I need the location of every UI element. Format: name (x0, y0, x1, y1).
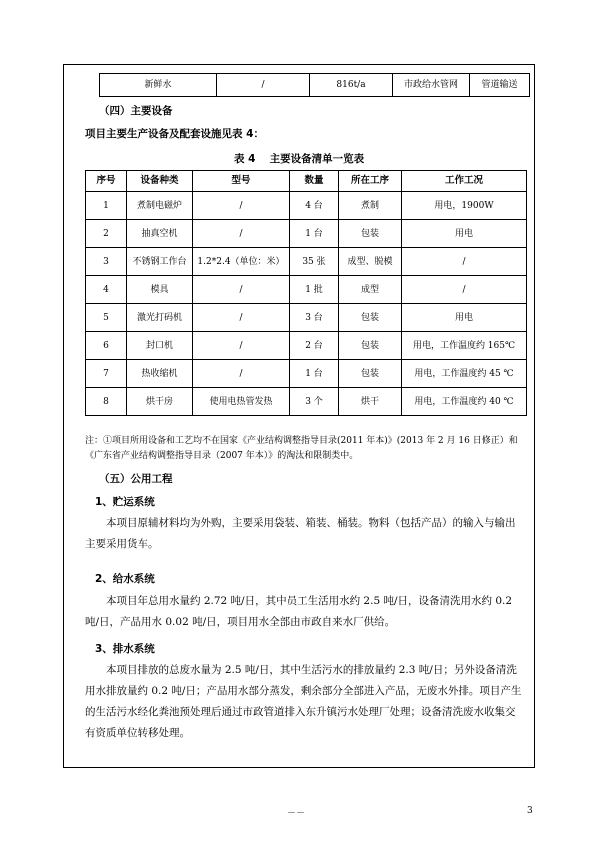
footer-center: －－ (287, 809, 306, 819)
table-cell: 包装 (339, 332, 402, 360)
table-cell: 5 (86, 304, 127, 332)
table-cell: 成型、脱模 (339, 248, 402, 276)
table-cell: / (402, 248, 527, 276)
water-supply-table (99, 73, 530, 97)
table-cell: / (193, 360, 290, 388)
table-cell: 4 (86, 276, 127, 304)
table-cell: 1.2*2.4（单位：米） (193, 248, 290, 276)
table-cell: 用电 (402, 304, 527, 332)
cell-type: / (217, 74, 310, 97)
table-cell: 不锈钢工作台 (127, 248, 193, 276)
header-cell: 设备种类 (127, 171, 193, 192)
water-supply-title: 2、给水系统 (95, 573, 155, 585)
header-cell: 所在工序 (339, 171, 402, 192)
header-cell: 序号 (86, 171, 127, 192)
table-cell: 7 (86, 360, 127, 388)
storage-system-text: 本项目原辅材料均为外购，主要采用袋装、箱装、桶装。物料（包括产品）的输入与输出主要采用货车。 (85, 517, 516, 550)
table-cell: 3 台 (290, 304, 339, 332)
table-cell: / (193, 304, 290, 332)
table-cell: 用电，工作温度约 40 ℃ (402, 388, 527, 416)
table-cell: / (193, 192, 290, 220)
equipment-table (85, 170, 527, 416)
cell-source: 市政给水管网 (393, 74, 470, 97)
table-cell: 热收缩机 (127, 360, 193, 388)
cell-name: 新鲜水 (100, 74, 217, 97)
table-cell: 激光打码机 (127, 304, 193, 332)
header-cell: 数量 (290, 171, 339, 192)
table-cell: 包装 (339, 220, 402, 248)
table-cell: 成型 (339, 276, 402, 304)
header-cell: 型号 (193, 171, 290, 192)
table-row (86, 360, 527, 388)
table-cell: 包装 (339, 304, 402, 332)
table-cell: 用电，工作温度约 45 ℃ (402, 360, 527, 388)
table-cell: 1 台 (290, 360, 339, 388)
table-row (86, 332, 527, 360)
cell-amount: 816t/a (310, 74, 393, 97)
table-cell: 8 (86, 388, 127, 416)
table-cell: 1 (86, 192, 127, 220)
drainage-system-title: 3、排水系统 (95, 643, 155, 655)
table-cell: 模具 (127, 276, 193, 304)
table-cell: 2 (86, 220, 127, 248)
table-cell: 4 台 (290, 192, 339, 220)
section4-intro: 项目主要生产设备及配套设施见表 4： (85, 128, 264, 140)
table-row (86, 304, 527, 332)
table-cell: 35 张 (290, 248, 339, 276)
equipment-table-body (86, 192, 527, 416)
section4-title: （四）主要设备 (99, 105, 173, 117)
table-cell: / (193, 332, 290, 360)
table-cell: 烘干房 (127, 388, 193, 416)
table-row (86, 248, 527, 276)
table-cell: 1 台 (290, 220, 339, 248)
cell-transport: 管道输送 (470, 74, 530, 97)
storage-system-title: 1、贮运系统 (95, 496, 155, 508)
table-cell: 煮制电磁炉 (127, 192, 193, 220)
table-cell: 封口机 (127, 332, 193, 360)
drainage-system-text: 本项目排放的总废水量为 2.5 吨/日，其中生活污水的排放量约 2.3 吨/日；另外设备清洗用水排放量约 0.2 吨/日；产品用水部分蒸发，剩余部分全部进入产品，无废水外排。项目产生的生活污水经化粪池预处理后通过市政管道排入东升镇污水处理厂处理；设备清洗废水收集交有资质单位转移处理。 (85, 664, 522, 739)
table-cell: 抽真空机 (127, 220, 193, 248)
table-cell: 烘干 (339, 388, 402, 416)
section5-title: （五）公用工程 (99, 473, 173, 485)
table-cell: 3 (86, 248, 127, 276)
table-note: 注：①项目所用设备和工艺均不在国家《产业结构调整指导目录(2011 年本)》(2013 年 2 月 16 日修正）和《广东省产业结构调整指导目录（2007 年本）》的淘汰和限制类中。 (85, 436, 518, 461)
table-row (86, 276, 527, 304)
table-header-row (86, 171, 527, 192)
table-cell: 3 个 (290, 388, 339, 416)
table-cell: 2 台 (290, 332, 339, 360)
table-cell: / (402, 276, 527, 304)
table-cell: 1 批 (290, 276, 339, 304)
table-cell: 使用电热管发热 (193, 388, 290, 416)
water-supply-text: 本项目年总用水量约 2.72 吨/日，其中员工生活用水约 2.5 吨/日，设备清洗用水约 0.2 吨/日，产品用水 0.02 吨/日，项目用水全部由市政自来水厂供给。 (85, 595, 513, 628)
table-row (86, 220, 527, 248)
table-cell: 包装 (339, 360, 402, 388)
table-cell: 6 (86, 332, 127, 360)
page-number: 3 (527, 806, 533, 816)
table-cell: 用电 (402, 220, 527, 248)
table-cell: 用电，工作温度约 165℃ (402, 332, 527, 360)
table-cell: 用电，1900W (402, 192, 527, 220)
table-cell: / (193, 220, 290, 248)
table-row (86, 388, 527, 416)
table-cell: / (193, 276, 290, 304)
header-cell: 工作工况 (402, 171, 527, 192)
table-row (86, 192, 527, 220)
table-cell: 煮制 (339, 192, 402, 220)
table-row (100, 74, 530, 97)
table4-caption: 表 4 主要设备清单一览表 (234, 153, 365, 165)
